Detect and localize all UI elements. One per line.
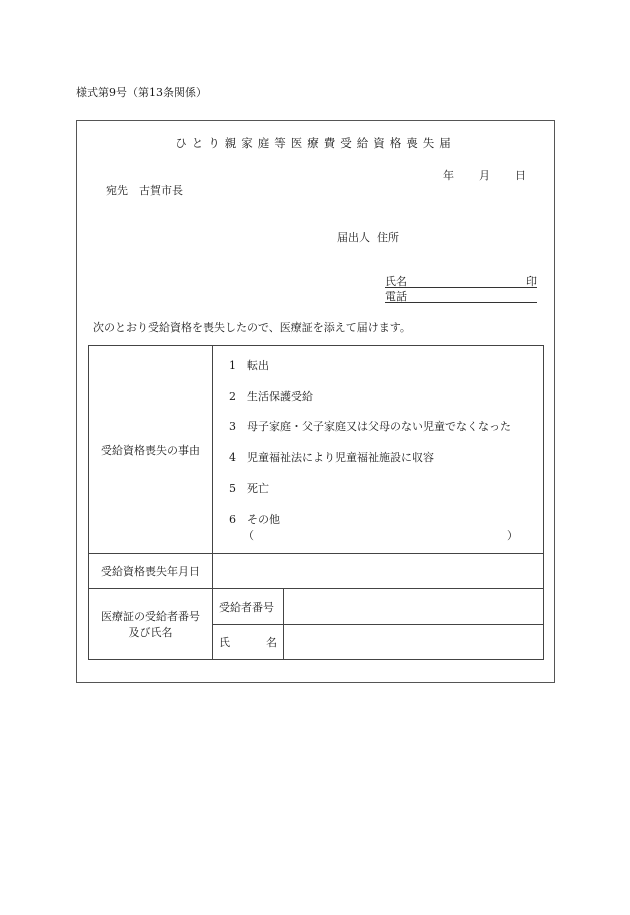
reason-option-5[interactable]: 5 死亡 — [229, 482, 269, 495]
recipient-label-line1: 医療証の受給者番号 — [101, 610, 200, 623]
date-line — [443, 167, 526, 183]
form-number: 様式第9号（第13条関係） — [76, 86, 207, 99]
date-day: 日 — [515, 169, 526, 182]
reason-option-1[interactable]: 1 転出 — [229, 359, 269, 372]
phone-label: 電話 — [385, 290, 407, 303]
reason-option-3[interactable]: 3 母子家庭・父子家庭又は父母のない児童でなくなった — [229, 420, 511, 433]
address-label: 住所 — [377, 231, 399, 244]
recipient-number-row — [89, 589, 544, 625]
loss-date-label: 受給資格喪失年月日 — [89, 554, 213, 589]
reason-option-2[interactable]: 2 生活保護受給 — [229, 390, 313, 403]
loss-date-field[interactable] — [213, 554, 544, 589]
form-title: ひとり親家庭等医療費受給資格喪失届 — [175, 136, 456, 150]
name-label: 氏名 — [385, 275, 407, 288]
other-paren-open: （ — [243, 529, 254, 542]
statement-text: 次のとおり受給資格を喪失したので、医療証を添えて届けます。 — [93, 321, 411, 334]
recipient-label — [89, 589, 213, 660]
recipient-name-field[interactable] — [284, 625, 544, 660]
details-table — [88, 345, 544, 660]
reason-label: 受給資格喪失の事由 — [89, 346, 213, 554]
phone-field[interactable] — [385, 288, 537, 303]
notifier-address — [337, 229, 399, 245]
form-frame — [76, 120, 555, 683]
other-paren-close: ） — [507, 529, 518, 542]
recipient-label-line2: 及び氏名 — [128, 626, 173, 639]
reason-row — [89, 346, 544, 554]
date-year: 年 — [443, 169, 454, 182]
date-month: 月 — [479, 169, 490, 182]
seal-mark: 印 — [526, 275, 537, 288]
addressee: 宛先 古賀市長 — [106, 184, 183, 197]
recipient-number-field[interactable] — [284, 589, 544, 625]
reason-option-4[interactable]: 4 児童福祉法により児童福祉施設に収容 — [229, 451, 434, 464]
recipient-name-label: 氏 名 — [213, 625, 284, 660]
recipient-number-label: 受給者番号 — [213, 589, 284, 625]
reason-option-6[interactable]: 6 その他 — [229, 513, 280, 526]
reason-options[interactable] — [213, 346, 544, 554]
name-field[interactable] — [385, 273, 537, 288]
notifier-label: 届出人 — [337, 231, 370, 244]
loss-date-row — [89, 554, 544, 589]
